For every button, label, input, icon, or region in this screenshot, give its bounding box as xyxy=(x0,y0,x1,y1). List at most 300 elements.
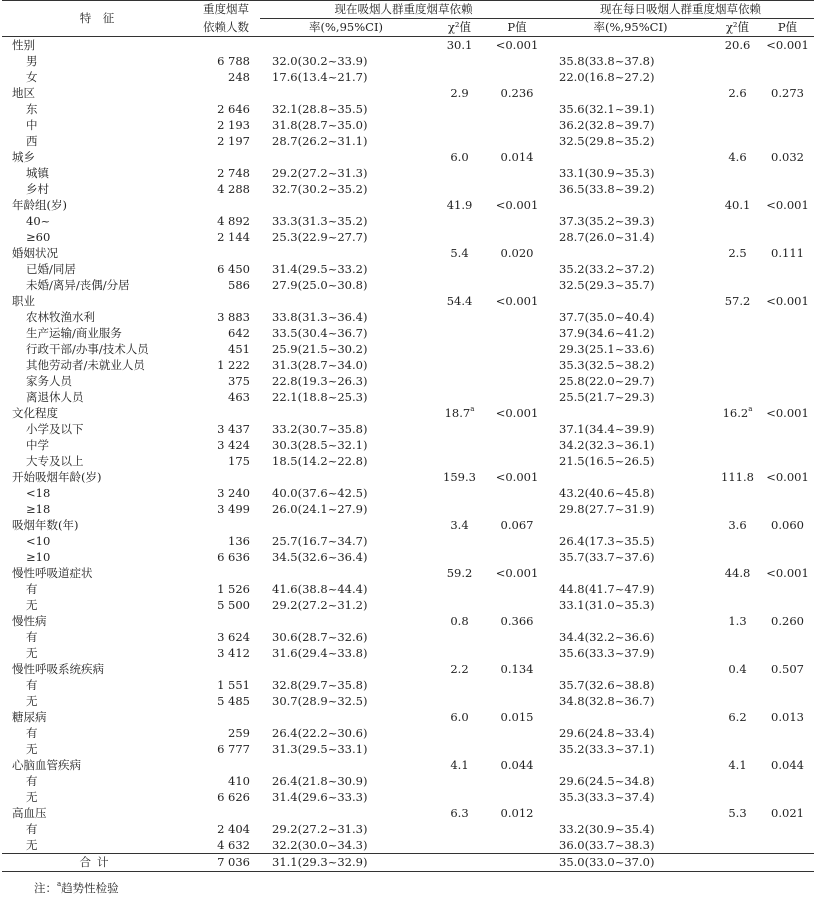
p-cell-daily: 0.507 xyxy=(771,662,804,676)
p-cell-current xyxy=(487,309,547,325)
p-cell-current xyxy=(487,229,547,245)
rate-cell-current: 25.9(21.5~30.2) xyxy=(272,342,368,356)
table-row xyxy=(2,837,814,854)
chi-cell-daily xyxy=(714,437,761,453)
category-row xyxy=(2,37,814,54)
table-row xyxy=(2,325,814,341)
feature-label: 无 xyxy=(26,598,38,612)
rate-cell-daily: 28.7(26.0~31.4) xyxy=(559,230,655,244)
p-cell-current: 0.014 xyxy=(500,150,534,164)
chi-cell-current xyxy=(432,293,487,309)
count-cell xyxy=(192,805,260,821)
chi-cell-daily xyxy=(714,821,761,837)
chi-value: 0.8 xyxy=(450,614,469,628)
table-row xyxy=(2,117,814,133)
count-cell xyxy=(192,85,260,101)
p-cell-current: 0.020 xyxy=(500,246,534,260)
count-cell xyxy=(192,565,260,581)
table-row xyxy=(2,389,814,405)
rate-cell-daily: 29.3(25.1~33.6) xyxy=(559,342,655,356)
chi-value: 111.8 xyxy=(721,470,754,484)
chi-value: 4.6 xyxy=(728,150,747,164)
p-cell-daily xyxy=(761,325,814,341)
p-cell-daily: <0.001 xyxy=(766,566,809,580)
chi-cell-current xyxy=(432,261,487,277)
feature-label: 女 xyxy=(26,70,38,84)
chi-value: 4.1 xyxy=(450,758,469,772)
rate-cell-current: 33.2(30.7~35.8) xyxy=(272,422,368,436)
chi-value: 2.2 xyxy=(450,662,469,676)
chi-cell-current xyxy=(432,645,487,661)
category-row xyxy=(2,85,814,101)
count-cell: 4 892 xyxy=(217,214,250,228)
p-cell-daily: <0.001 xyxy=(766,470,809,484)
p-cell-daily: <0.001 xyxy=(766,294,809,308)
rate-cell-daily: 35.2(33.2~37.2) xyxy=(559,262,655,276)
p-cell-current xyxy=(487,741,547,757)
chi-cell-current xyxy=(432,325,487,341)
chi-cell-daily xyxy=(714,213,761,229)
rate-cell-daily: 37.3(35.2~39.3) xyxy=(559,214,655,228)
chi-cell-current xyxy=(432,197,487,213)
feature-label: 吸烟年数(年) xyxy=(12,518,79,532)
count-cell: 2 646 xyxy=(217,102,250,116)
rate-cell-current: 33.8(31.3~36.4) xyxy=(272,310,368,324)
rate-cell-daily xyxy=(547,709,714,725)
chi-cell-daily xyxy=(714,229,761,245)
total-empty xyxy=(487,854,547,872)
count-cell xyxy=(192,757,260,773)
table-row xyxy=(2,181,814,197)
chi-cell-current xyxy=(432,597,487,613)
table-row xyxy=(2,533,814,549)
p-cell-current xyxy=(487,421,547,437)
chi-value: 6.2 xyxy=(728,710,747,724)
p-cell-current xyxy=(487,821,547,837)
p-cell-current: <0.001 xyxy=(495,38,539,52)
rate-cell-current xyxy=(260,245,432,261)
feature-label: ≥10 xyxy=(26,550,51,564)
p-cell-daily xyxy=(761,453,814,469)
rate-cell-current: 26.4(22.2~30.6) xyxy=(272,726,368,740)
feature-label: 城镇 xyxy=(26,166,49,180)
table-row xyxy=(2,773,814,789)
chi-value: 2.6 xyxy=(728,86,747,100)
chi-value: 6.0 xyxy=(450,150,469,164)
chi-cell-current xyxy=(432,245,487,261)
chi-cell-current xyxy=(432,389,487,405)
chi-cell-current xyxy=(432,165,487,181)
p-cell-current xyxy=(487,549,547,565)
chi-cell-daily xyxy=(714,277,761,293)
footnote-prefix: 注： xyxy=(34,881,57,895)
chi-value: 44.8 xyxy=(724,566,751,580)
chi-cell-current xyxy=(432,405,487,421)
p-cell-daily: 0.021 xyxy=(771,806,804,820)
p-cell-daily: 0.111 xyxy=(771,246,804,260)
chi-cell-current xyxy=(432,693,487,709)
table-row xyxy=(2,453,814,469)
chi-cell-daily xyxy=(714,565,761,581)
p-cell-current: <0.001 xyxy=(495,406,539,420)
rate-cell-current xyxy=(260,85,432,101)
rate-cell-current: 32.2(30.0~34.3) xyxy=(272,838,368,852)
rate-cell-current xyxy=(260,565,432,581)
chi-cell-current xyxy=(432,117,487,133)
count-cell: 259 xyxy=(228,726,250,740)
chi-cell-daily xyxy=(714,389,761,405)
rate-cell-daily: 26.4(17.3~35.5) xyxy=(559,534,655,548)
chi-cell-current xyxy=(432,213,487,229)
rate-cell-daily: 37.7(35.0~40.4) xyxy=(559,310,655,324)
p-cell-daily xyxy=(761,485,814,501)
rate-cell-current xyxy=(260,757,432,773)
table-row xyxy=(2,549,814,565)
chi-cell-daily xyxy=(714,181,761,197)
category-row xyxy=(2,709,814,725)
chi-cell-daily xyxy=(714,117,761,133)
table-row xyxy=(2,261,814,277)
feature-label: 有 xyxy=(26,822,38,836)
table-row xyxy=(2,373,814,389)
chi-cell-daily xyxy=(714,405,761,421)
feature-label: 无 xyxy=(26,694,38,708)
p-cell-daily xyxy=(761,101,814,117)
chi-cell-daily xyxy=(714,149,761,165)
count-cell: 175 xyxy=(228,454,250,468)
count-cell: 5 500 xyxy=(217,598,250,612)
total-rate-daily: 35.0(33.0~37.0) xyxy=(547,854,714,872)
feature-label: 有 xyxy=(26,630,38,644)
count-cell xyxy=(192,709,260,725)
p-cell-daily xyxy=(761,789,814,805)
chi-cell-current xyxy=(432,565,487,581)
rate-cell-current: 18.5(14.2~22.8) xyxy=(272,454,368,468)
rate-cell-current: 31.4(29.6~33.3) xyxy=(272,790,368,804)
total-rate-current: 31.1(29.3~32.9) xyxy=(260,854,432,872)
p-cell-daily xyxy=(761,357,814,373)
total-empty xyxy=(432,854,487,872)
p-cell-current xyxy=(487,789,547,805)
p-cell-daily: 0.273 xyxy=(771,86,804,100)
rate-cell-daily xyxy=(547,613,714,629)
chi-value: 3.6 xyxy=(728,518,747,532)
chi-cell-current xyxy=(432,69,487,85)
feature-label: 未婚/离异/丧偶/分居 xyxy=(26,278,130,292)
p-cell-current xyxy=(487,101,547,117)
chi-cell-daily xyxy=(714,709,761,725)
chi-cell-daily xyxy=(714,789,761,805)
chi-cell-daily xyxy=(714,197,761,213)
chi-cell-current xyxy=(432,181,487,197)
header-feature: 特 征 xyxy=(2,1,192,37)
chi-value: 6.0 xyxy=(450,710,469,724)
feature-label: 男 xyxy=(26,54,38,68)
feature-label: 中学 xyxy=(26,438,49,452)
count-cell: 3 424 xyxy=(217,438,250,452)
p-cell-daily xyxy=(761,53,814,69)
count-cell: 248 xyxy=(228,70,250,84)
p-cell-daily: 0.013 xyxy=(771,710,804,724)
rate-cell-daily: 36.2(32.8~39.7) xyxy=(559,118,655,132)
chi-value: 2.5 xyxy=(728,246,747,260)
chi-value: 3.4 xyxy=(450,518,469,532)
p-cell-current xyxy=(487,165,547,181)
p-cell-daily: 0.260 xyxy=(771,614,804,628)
chi-cell-daily xyxy=(714,261,761,277)
table-row xyxy=(2,341,814,357)
rate-cell-daily: 35.7(33.7~37.6) xyxy=(559,550,655,564)
rate-cell-daily xyxy=(547,405,714,421)
category-row xyxy=(2,565,814,581)
p-cell-current xyxy=(487,325,547,341)
chi-cell-current xyxy=(432,437,487,453)
count-cell: 410 xyxy=(228,774,250,788)
chi-cell-daily xyxy=(714,549,761,565)
chi-cell-daily xyxy=(714,453,761,469)
p-cell-daily xyxy=(761,261,814,277)
chi-value: 5.3 xyxy=(728,806,747,820)
count-cell: 6 777 xyxy=(217,742,250,756)
p-cell-daily xyxy=(761,741,814,757)
table-row xyxy=(2,693,814,709)
header-p-1: P值 xyxy=(487,19,547,37)
rate-cell-daily xyxy=(547,37,714,54)
chi-cell-daily xyxy=(714,85,761,101)
feature-label: 已婚/同居 xyxy=(26,262,76,276)
chi-cell-daily xyxy=(714,773,761,789)
table-body xyxy=(2,37,814,854)
chi-cell-current xyxy=(432,773,487,789)
chi-cell-current xyxy=(432,805,487,821)
chi-cell-daily xyxy=(714,725,761,741)
chi-cell-daily xyxy=(714,293,761,309)
p-cell-current xyxy=(487,69,547,85)
rate-cell-daily: 34.4(32.2~36.6) xyxy=(559,630,655,644)
feature-label: 文化程度 xyxy=(12,406,58,420)
rate-cell-current: 30.6(28.7~32.6) xyxy=(272,630,368,644)
p-cell-daily xyxy=(761,389,814,405)
feature-label: 小学及以下 xyxy=(26,422,84,436)
p-cell-daily xyxy=(761,693,814,709)
rate-cell-current: 29.2(27.2~31.3) xyxy=(272,166,368,180)
feature-label: 乡村 xyxy=(26,182,49,196)
rate-cell-current xyxy=(260,37,432,54)
count-cell: 1 222 xyxy=(217,358,250,372)
count-cell xyxy=(192,517,260,533)
chi-value: 54.4 xyxy=(446,294,473,308)
rate-cell-current: 25.3(22.9~27.7) xyxy=(272,230,368,244)
feature-label: 婚姻状况 xyxy=(12,246,58,260)
category-row xyxy=(2,757,814,773)
p-cell-daily xyxy=(761,373,814,389)
p-cell-current: <0.001 xyxy=(495,566,539,580)
rate-cell-current: 32.8(29.7~35.8) xyxy=(272,678,368,692)
table-row xyxy=(2,165,814,181)
p-cell-daily xyxy=(761,581,814,597)
p-cell-current xyxy=(487,629,547,645)
count-cell: 4 288 xyxy=(217,182,250,196)
p-cell-daily xyxy=(761,277,814,293)
chi-cell-current xyxy=(432,421,487,437)
results-table xyxy=(2,0,814,872)
p-cell-current xyxy=(487,53,547,69)
rate-cell-daily: 33.1(31.0~35.3) xyxy=(559,598,655,612)
feature-label: 无 xyxy=(26,838,38,852)
category-row xyxy=(2,245,814,261)
count-cell xyxy=(192,197,260,213)
rate-cell-daily: 21.5(16.5~26.5) xyxy=(559,454,655,468)
feature-label: <10 xyxy=(26,534,51,548)
table-row xyxy=(2,741,814,757)
chi-cell-daily xyxy=(714,469,761,485)
chi-cell-current xyxy=(432,309,487,325)
count-cell: 6 450 xyxy=(217,262,250,276)
chi-cell-daily xyxy=(714,693,761,709)
rate-cell-current xyxy=(260,469,432,485)
p-cell-daily xyxy=(761,837,814,854)
rate-cell-daily xyxy=(547,661,714,677)
rate-cell-current: 33.3(31.3~35.2) xyxy=(272,214,368,228)
feature-label: 性别 xyxy=(12,38,35,52)
header-chi-2: χ²值 xyxy=(714,19,761,37)
feature-label: 高血压 xyxy=(12,806,47,820)
rate-cell-current: 31.4(29.5~33.2) xyxy=(272,262,368,276)
count-cell xyxy=(192,661,260,677)
table-row xyxy=(2,229,814,245)
rate-cell-daily: 44.8(41.7~47.9) xyxy=(559,582,655,596)
header-group-daily: 现在每日吸烟人群重度烟草依赖 xyxy=(547,1,814,19)
p-cell-current xyxy=(487,437,547,453)
chi-cell-current xyxy=(432,277,487,293)
rate-cell-daily: 34.8(32.8~36.7) xyxy=(559,694,655,708)
chi-cell-current xyxy=(432,133,487,149)
p-cell-daily: 0.044 xyxy=(771,758,804,772)
table-row xyxy=(2,101,814,117)
rate-cell-current: 31.8(28.7~35.0) xyxy=(272,118,368,132)
p-cell-daily xyxy=(761,133,814,149)
rate-cell-current: 26.0(24.1~27.9) xyxy=(272,502,368,516)
p-cell-daily xyxy=(761,821,814,837)
chi-value: 40.1 xyxy=(724,198,751,212)
count-cell: 6 788 xyxy=(217,54,250,68)
chi-cell-current xyxy=(432,85,487,101)
total-empty xyxy=(761,854,814,872)
rate-cell-current: 22.1(18.8~25.3) xyxy=(272,390,368,404)
chi-cell-current xyxy=(432,485,487,501)
feature-label: 40~ xyxy=(26,214,51,228)
chi-cell-daily xyxy=(714,341,761,357)
feature-label: 年龄组(岁) xyxy=(12,198,67,212)
feature-label: 家务人员 xyxy=(26,374,72,388)
chi-cell-daily xyxy=(714,629,761,645)
p-cell-daily xyxy=(761,437,814,453)
feature-label: 无 xyxy=(26,790,38,804)
rate-cell-daily: 43.2(40.6~45.8) xyxy=(559,486,655,500)
rate-cell-daily: 37.9(34.6~41.2) xyxy=(559,326,655,340)
count-cell: 2 748 xyxy=(217,166,250,180)
count-cell: 3 240 xyxy=(217,486,250,500)
table-row xyxy=(2,501,814,517)
chi-value: 1.3 xyxy=(728,614,747,628)
feature-label: 有 xyxy=(26,726,38,740)
p-cell-current: <0.001 xyxy=(495,294,539,308)
header-p-2: P值 xyxy=(761,19,814,37)
table-row xyxy=(2,645,814,661)
count-cell: 375 xyxy=(228,374,250,388)
feature-label: 慢性病 xyxy=(12,614,47,628)
chi-cell-daily xyxy=(714,165,761,181)
header-rate-1: 率(%,95%CI) xyxy=(260,19,432,37)
rate-cell-daily: 22.0(16.8~27.2) xyxy=(559,70,655,84)
feature-label: 心脑血管疾病 xyxy=(12,758,81,772)
feature-label: 农林牧渔水利 xyxy=(26,310,95,324)
chi-cell-current xyxy=(432,581,487,597)
rate-cell-current xyxy=(260,149,432,165)
chi-value: 159.3 xyxy=(443,470,476,484)
count-cell: 136 xyxy=(228,534,250,548)
feature-label: 开始吸烟年龄(岁) xyxy=(12,470,102,484)
p-cell-current xyxy=(487,181,547,197)
chi-cell-daily xyxy=(714,309,761,325)
header-count-line2: 依赖人数 xyxy=(192,19,260,37)
chi-cell-current xyxy=(432,709,487,725)
feature-label: 无 xyxy=(26,742,38,756)
rate-cell-daily: 29.8(27.7~31.9) xyxy=(559,502,655,516)
rate-cell-current: 27.9(25.0~30.8) xyxy=(272,278,368,292)
rate-cell-daily: 32.5(29.8~35.2) xyxy=(559,134,655,148)
rate-cell-daily: 35.8(33.8~37.8) xyxy=(559,54,655,68)
p-cell-current xyxy=(487,133,547,149)
p-cell-current xyxy=(487,117,547,133)
count-cell xyxy=(192,149,260,165)
chi-cell-daily xyxy=(714,325,761,341)
header-chi-1: χ²值 xyxy=(432,19,487,37)
rate-cell-current: 34.5(32.6~36.4) xyxy=(272,550,368,564)
table-row xyxy=(2,629,814,645)
chi-cell-daily xyxy=(714,485,761,501)
table-row xyxy=(2,309,814,325)
rate-cell-current: 30.7(28.9~32.5) xyxy=(272,694,368,708)
p-cell-current: 0.067 xyxy=(500,518,534,532)
rate-cell-daily: 32.5(29.3~35.7) xyxy=(559,278,655,292)
chi-cell-daily xyxy=(714,69,761,85)
feature-label: 行政干部/办事/技术人员 xyxy=(26,342,149,356)
count-cell: 586 xyxy=(228,278,250,292)
chi-cell-current xyxy=(432,741,487,757)
count-cell: 463 xyxy=(228,390,250,404)
chi-cell-current xyxy=(432,101,487,117)
rate-cell-current: 17.6(13.4~21.7) xyxy=(272,70,368,84)
rate-cell-current: 31.6(29.4~33.8) xyxy=(272,646,368,660)
rate-cell-daily: 36.0(33.7~38.3) xyxy=(559,838,655,852)
p-cell-daily: 0.032 xyxy=(771,150,804,164)
chi-cell-current xyxy=(432,229,487,245)
chi-cell-daily xyxy=(714,53,761,69)
feature-label: 慢性呼吸道症状 xyxy=(12,566,93,580)
chi-cell-current xyxy=(432,789,487,805)
chi-cell-current xyxy=(432,357,487,373)
category-row xyxy=(2,661,814,677)
p-cell-daily xyxy=(761,181,814,197)
chi-cell-daily xyxy=(714,421,761,437)
rate-cell-current: 41.6(38.8~44.4) xyxy=(272,582,368,596)
count-cell: 2 144 xyxy=(217,230,250,244)
table-row xyxy=(2,53,814,69)
count-cell: 6 626 xyxy=(217,790,250,804)
trend-marker: a xyxy=(470,405,475,413)
p-cell-daily xyxy=(761,773,814,789)
